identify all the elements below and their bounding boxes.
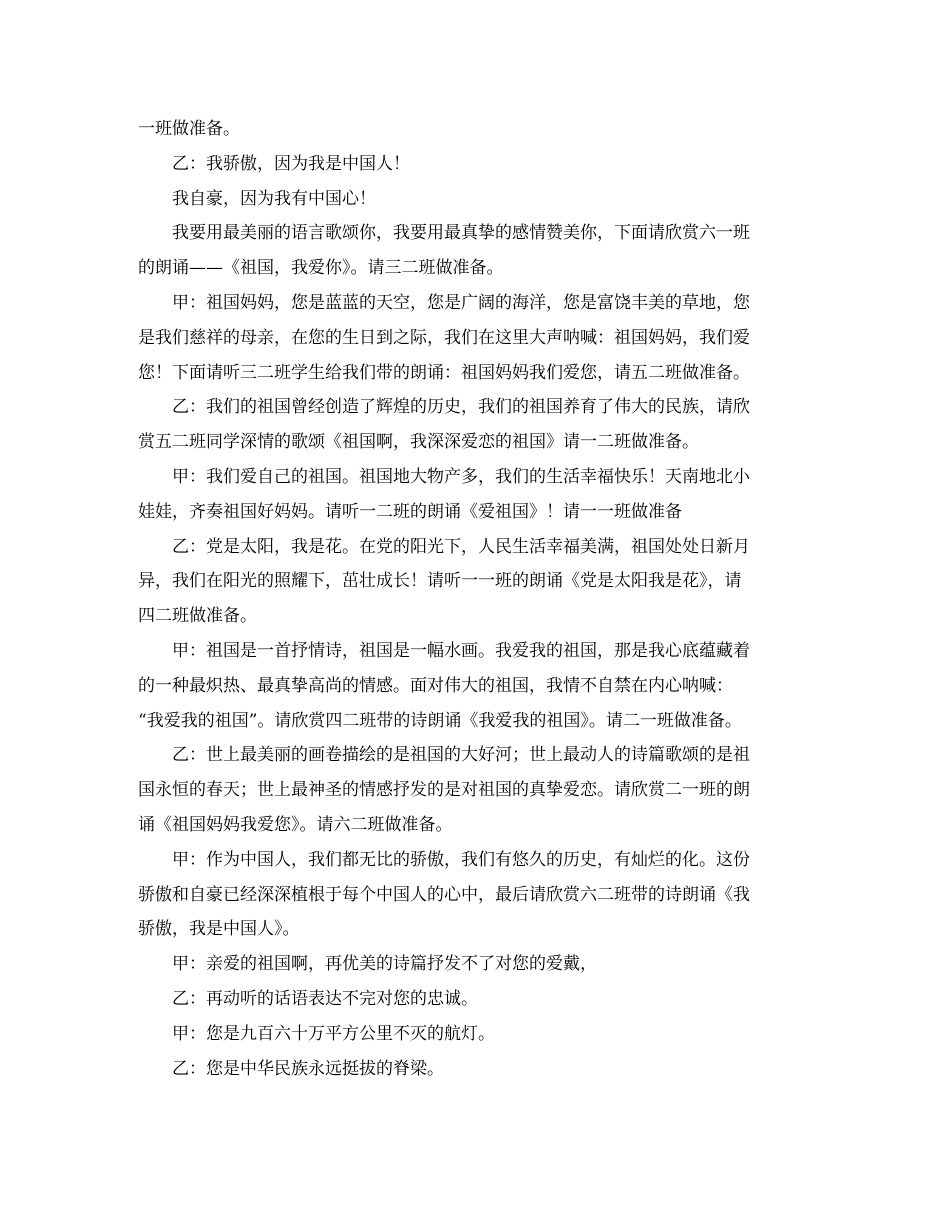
text-line: “我爱我的祖国”。请欣赏四二班带的诗朗诵《我爱我的祖国》。请二一班做准备。 [138, 710, 742, 731]
paragraph [138, 460, 818, 530]
paragraph [138, 182, 818, 217]
text-line: 的一种最炽热、最真挚高尚的情感。面对伟大的祖国，我情不自禁在内心呐喊： [138, 675, 733, 696]
text-line: 甲：亲爱的祖国啊，再优美的诗篇抒发不了对您的爱戴， [172, 954, 597, 975]
text-line: 甲：我们爱自己的祖国。祖国地大物产多，我们的生活幸福快乐！天南地北小 [172, 466, 750, 487]
paragraph [138, 147, 818, 182]
text-line: 的朗诵——《祖国，我爱你》。请三二班做准备。 [138, 258, 504, 279]
text-line: 我要用最美丽的语言歌颂你，我要用最真挚的感情赞美你，下面请欣赏六一班 [172, 223, 750, 244]
paragraph [138, 982, 818, 1017]
text-line: 骄傲，我是中国人》。 [138, 919, 300, 940]
text-line: 甲：作为中国人，我们都无比的骄傲，我们有悠久的历史，有灿烂的化。这份 [172, 849, 750, 870]
text-line: 乙：党是太阳，我是花。在党的阳光下，人民生活幸福美满，祖国处处日新月 [172, 536, 750, 557]
text-line: 赏五二班同学深情的歌颂《祖国啊，我深深爱恋的祖国》请一二班做准备。 [138, 432, 699, 453]
paragraph [138, 947, 818, 982]
text-line: 国永恒的春天；世上最神圣的情感抒发的是对祖国的真挚爱恋。请欣赏二一班的朗 [138, 780, 750, 801]
text-line: 异，我们在阳光的照耀下，茁壮成长！请听一一班的朗诵《党是太阳我是花》，请 [138, 571, 742, 592]
text-line: 我自豪，因为我有中国心！ [172, 188, 376, 209]
text-line: 甲：祖国是一首抒情诗，祖国是一幅水画。我爱我的祖国，那是我心底蕴藏着 [172, 640, 750, 661]
paragraph [138, 112, 818, 147]
paragraph [138, 634, 818, 738]
paragraph [138, 216, 818, 286]
text-line: 您！下面请听三二班学生给我们带的朗诵：祖国妈妈我们爱您，请五二班做准备。 [138, 362, 750, 383]
text-line: 乙：再动听的话语表达不完对您的忠诚。 [172, 988, 478, 1009]
paragraph [138, 1017, 818, 1052]
text-line: 乙：世上最美丽的画卷描绘的是祖国的大好河；世上最动人的诗篇歌颂的是祖 [172, 745, 750, 766]
text-line: 乙：您是中华民族永远挺拔的脊梁。 [172, 1058, 444, 1079]
text-line: 四二班做准备。 [138, 606, 257, 627]
paragraph [138, 843, 818, 947]
paragraph [138, 530, 818, 634]
text-line: 娃娃，齐奏祖国好妈妈。请听一二班的朗诵《爱祖国》！请一一班做准备 [138, 501, 682, 522]
paragraph [138, 390, 818, 460]
text-line: 是我们慈祥的母亲，在您的生日到之际，我们在这里大声呐喊：祖国妈妈，我们爱 [138, 327, 750, 348]
text-line: 骄傲和自豪已经深深植根于每个中国人的心中，最后请欣赏六二班带的诗朗诵《我 [138, 884, 750, 905]
text-line: 甲：您是九百六十万平方公里不灭的航灯。 [172, 1023, 495, 1044]
paragraph [138, 1052, 818, 1087]
paragraph [138, 286, 818, 390]
document-page [138, 112, 818, 1086]
paragraph [138, 738, 818, 842]
text-line: 乙：我们的祖国曾经创造了辉煌的历史，我们的祖国养育了伟大的民族，请欣 [172, 397, 750, 418]
text-line: 乙：我骄傲，因为我是中国人！ [172, 153, 410, 174]
text-line: 一班做准备。 [138, 119, 240, 139]
text-line: 甲：祖国妈妈，您是蓝蓝的天空，您是广阔的海洋，您是富饶丰美的草地，您 [172, 292, 750, 313]
text-line: 诵《祖国妈妈我爱您》。请六二班做准备。 [138, 814, 453, 835]
